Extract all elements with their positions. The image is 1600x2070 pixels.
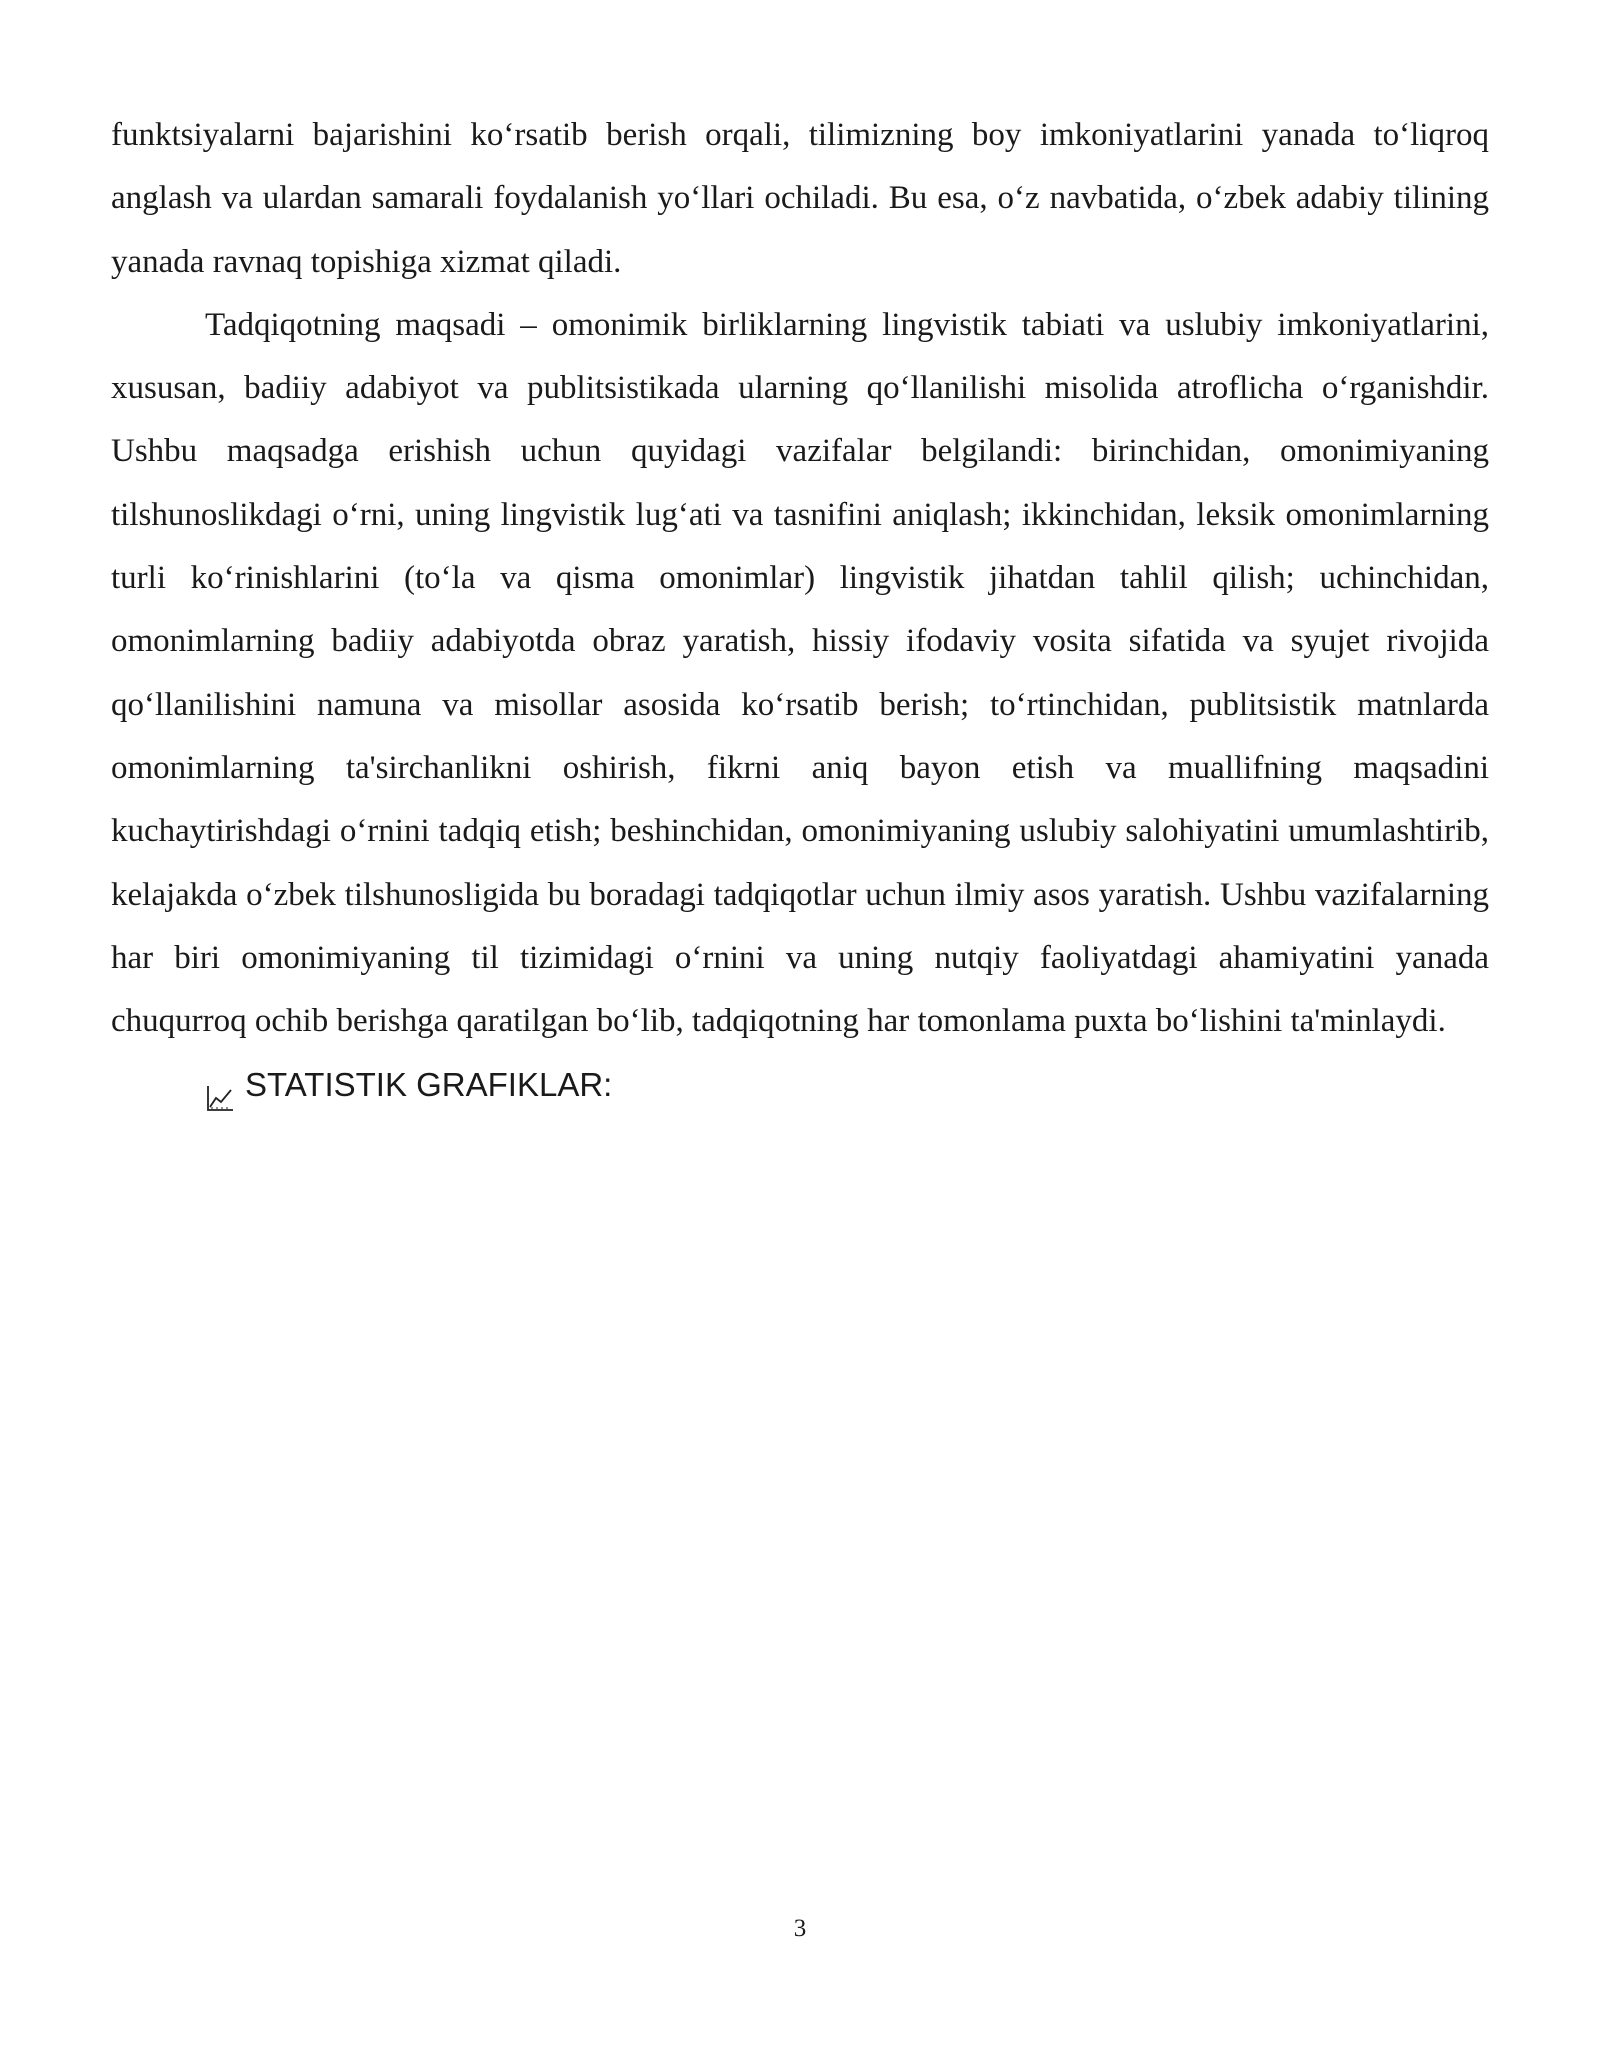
paragraph-continuation: funktsiyalarni bajarishini ko‘rsatib berish orqali, tilimizning boy imkoniyatlarini yanada to‘liqroq anglash va ulardan samarali foydalanish yo‘llari ochiladi. Bu esa, o‘z navbatida, o‘zbek adabiy tilining yanada ravnaq topishiga xizmat qiladi. bbox=[111, 117, 1489, 280]
section-heading-text: STATISTIK GRAFIKLAR: bbox=[245, 1066, 613, 1104]
paragraph-research-aim: Tadqiqotning maqsadi – omonimik birliklarning lingvistik tabiati va uslubiy imkoniyatlarini, xususan, badiiy adabiyot va publitsistikada ularning qo‘llanilishi misolida atroflicha o‘rganishdir. Ushbu maqsadga erishish uchun quyidagi vazifalar belgilandi: birinchidan, omonimiyaning tilshunoslikdagi o‘rni, uning lingvistik lug‘ati va tasnifini aniqlash; ikkinchidan, leksik omonimlarning turli ko‘rinishlarini (to‘la va qisma omonimlar) lingvistik jihatdan tahlil qilish; uchinchidan, omonimlarning badiiy adabiyotda obraz yaratish, hissiy ifodaviy vosita sifatida va syujet rivojida qo‘llanilishini namuna va misollar asosida ko‘rsatib berish; to‘rtinchidan, publitsistik matnlarda omonimlarning ta'sirchanlikni oshirish, fikrni aniq bayon etish va muallifning maqsadini kuchaytirishdagi o‘rnini tadqiq etish; beshinchidan, omonimiyaning uslubiy salohiyatini umumlashtirib, kelajakda o‘zbek tilshunosligida bu boradagi tadqiqotlar uchun ilmiy asos yaratish. Ushbu vazifalarning har biri omonimiyaning til tizimidagi o‘rnini va uning nutqiy faoliyatdagi ahamiyatini yanada chuqurroq ochib berishga qaratilgan bo‘lib, tadqiqotning har tomonlama puxta bo‘lishini ta'minlaydi. bbox=[111, 306, 1489, 1040]
section-heading bbox=[111, 1053, 1489, 1116]
chart-increasing-icon bbox=[205, 1070, 235, 1100]
page-number: 3 bbox=[793, 1915, 807, 1942]
page-content bbox=[111, 104, 1489, 1117]
